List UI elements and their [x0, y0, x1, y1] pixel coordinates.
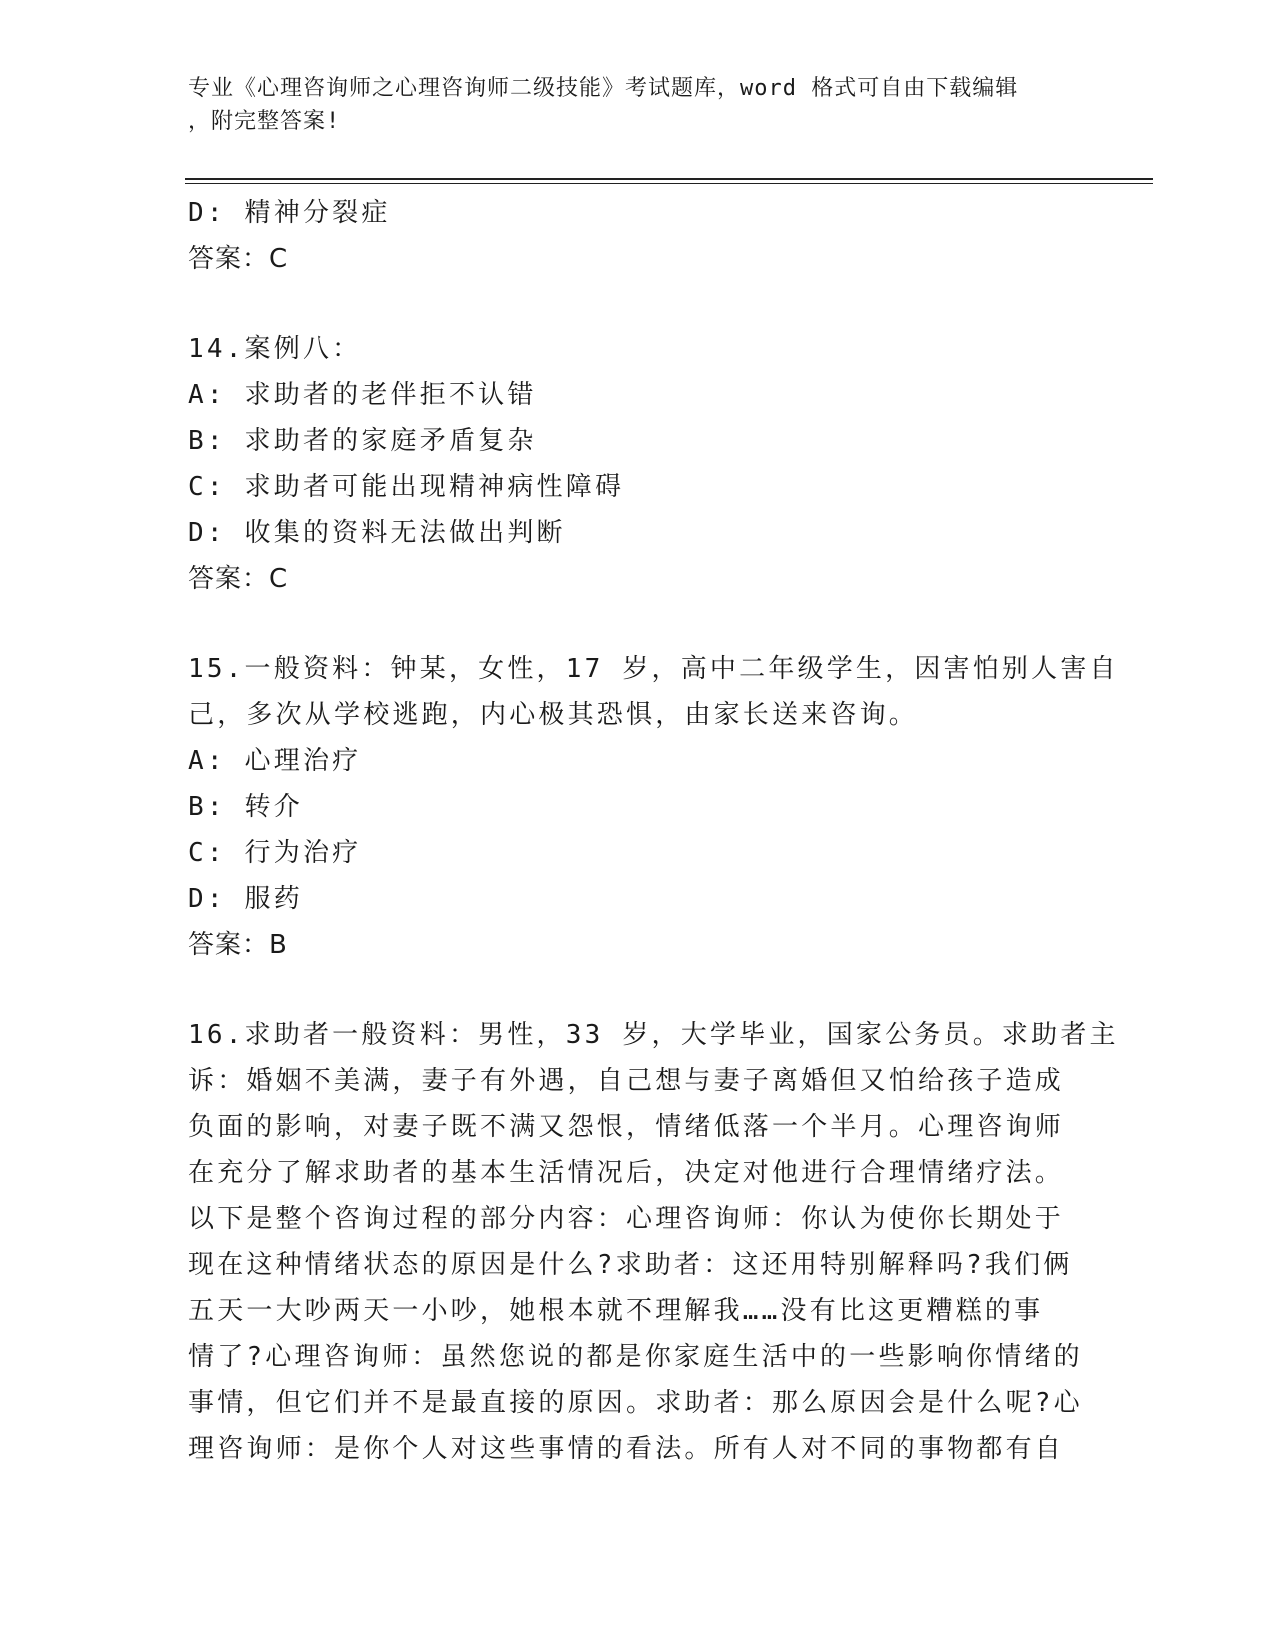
- q16-line: 诉：婚姻不美满，妻子有外遇，自己想与妻子离婚但又怕给孩子造成: [188, 1066, 1065, 1096]
- q16-line: 五天一大吵两天一小吵，她根本就不理解我……没有比这更糟糕的事: [188, 1296, 1044, 1326]
- q15-option-b: B: 转介: [188, 792, 303, 822]
- q16-line: 现在这种情绪状态的原因是什么?求助者：这还用特别解释吗?我们俩: [188, 1250, 1073, 1280]
- spacer: [188, 282, 1088, 326]
- q14-stem: 14.案例八：: [188, 334, 362, 364]
- q14-option-b: B: 求助者的家庭矛盾复杂: [188, 426, 537, 456]
- question-content: [188, 190, 1119, 1472]
- q16-line: 16.求助者一般资料：男性，33 岁，大学毕业，国家公务员。求助者主: [188, 1020, 1119, 1050]
- header-line-2: ，附完整答案!: [188, 109, 341, 134]
- q15-option-c: C: 行为治疗: [188, 838, 362, 868]
- prev-answer: 答案：C: [188, 244, 289, 274]
- q15-option-d: D: 服药: [188, 884, 303, 914]
- q14-answer: 答案：C: [188, 564, 289, 594]
- q15-option-a: A: 心理治疗: [188, 746, 362, 776]
- document-header: [188, 72, 1068, 138]
- q16-line: 负面的影响，对妻子既不满又怨恨，情绪低落一个半月。心理咨询师: [188, 1112, 1065, 1142]
- spacer: [188, 968, 1088, 1012]
- q15-answer: 答案：B: [188, 930, 288, 960]
- q15-stem-line-1: 15.一般资料：钟某，女性，17 岁，高中二年级学生，因害怕别人害自: [188, 654, 1119, 684]
- q16-line: 事情，但它们并不是最直接的原因。求助者：那么原因会是什么呢?心: [188, 1388, 1083, 1418]
- header-divider-thin: [185, 183, 1153, 184]
- q16-line: 情了?心理咨询师：虽然您说的都是你家庭生活中的一些影响你情绪的: [188, 1342, 1083, 1372]
- q16-line: 以下是整个咨询过程的部分内容：心理咨询师：你认为使你长期处于: [188, 1204, 1065, 1234]
- header-divider-thick: [185, 178, 1153, 180]
- q14-option-c: C: 求助者可能出现精神病性障碍: [188, 472, 625, 502]
- q16-line: 理咨询师：是你个人对这些事情的看法。所有人对不同的事物都有自: [188, 1434, 1065, 1464]
- prev-option-d: D: 精神分裂症: [188, 198, 391, 228]
- q14-option-a: A: 求助者的老伴拒不认错: [188, 380, 537, 410]
- q16-line: 在充分了解求助者的基本生活情况后，决定对他进行合理情绪疗法。: [188, 1158, 1065, 1188]
- q14-option-d: D: 收集的资料无法做出判断: [188, 518, 566, 548]
- q15-stem-line-2: 己，多次从学校逃跑，内心极其恐惧，由家长送来咨询。: [188, 700, 919, 730]
- spacer: [188, 602, 1088, 646]
- header-line-1: 专业《心理咨询师之心理咨询师二级技能》考试题库，word 格式可自由下载编辑: [188, 76, 1019, 101]
- q16-paragraph: [188, 1012, 1119, 1472]
